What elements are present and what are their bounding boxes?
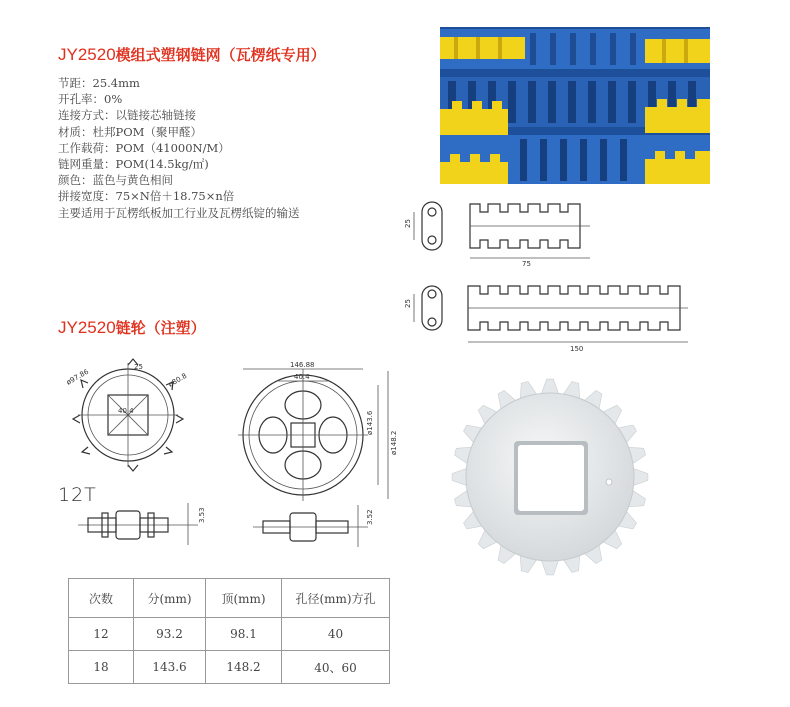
dim-od-18t: 146.88: [290, 361, 315, 369]
large-pitch-dim: 25: [404, 299, 412, 308]
sprocket-drawings: [58, 355, 403, 555]
sprocket-18t-front-view: [238, 361, 398, 501]
cell-tip-diameter: 148.2: [206, 651, 282, 684]
large-module-top-view: [468, 286, 688, 353]
dim-od-12t: ø97.86: [65, 367, 91, 387]
cell-bore: 40: [282, 618, 390, 651]
dim-tip-18t: ø148.2: [390, 430, 398, 455]
dim-width-12t: 3.53: [198, 507, 206, 523]
chain-module-drawings: [400, 190, 710, 360]
table-row: [69, 651, 390, 684]
sprocket-spec-table: [68, 578, 390, 684]
spec-color: 颜色：蓝色与黄色相间: [58, 173, 173, 188]
spec-pitch: 节距：25.4mm: [58, 76, 140, 90]
header-teeth: 次数: [69, 579, 134, 618]
spec-weight: 链网重量：POM(14.5kg/㎡): [58, 157, 209, 172]
sprocket-title: [58, 317, 206, 338]
spec-connection: 连接方式：以链接芯轴链接: [58, 108, 196, 123]
header-bore: 孔径(mm)方孔: [282, 579, 390, 618]
sprocket-title-code: JY2520: [58, 318, 116, 337]
dim-pitch-12t: 25: [134, 363, 143, 371]
cell-pitch-diameter: 143.6: [134, 651, 206, 684]
cell-pitch-diameter: 93.2: [134, 618, 206, 651]
chain-title: [58, 44, 326, 65]
cell-bore: 40、60: [282, 651, 390, 684]
small-width-dim: 75: [522, 260, 531, 268]
small-pitch-dim: 25: [404, 219, 412, 228]
large-module-side-view: [404, 286, 442, 330]
dim-bore-12t: 40.4: [118, 407, 134, 415]
small-module-side-view: [404, 202, 442, 250]
sprocket-title-text: 链轮（注塑）: [115, 320, 206, 337]
table-header-row: [69, 579, 390, 618]
sprocket-18t-side-view: [253, 505, 374, 547]
table-row: [69, 618, 390, 651]
spec-work-load: 工作载荷：POM（41000N/M）: [58, 140, 230, 155]
spec-material: 材质：杜邦POM（聚甲醛）: [58, 124, 202, 139]
dim-width-18t: 3.52: [366, 509, 374, 525]
dim-pd-12t: ø80.8: [167, 371, 189, 389]
chain-title-code: JY2520: [58, 45, 116, 64]
belt-row-1: [440, 29, 710, 69]
dim-bore-18t: 40.4: [294, 373, 310, 381]
spec-application: 主要适用于瓦楞纸板加工行业及瓦楞纸锭的输送: [58, 205, 300, 220]
spec-open-rate: 开孔率：0%: [58, 92, 123, 107]
header-tip-diameter: 顶(mm): [206, 579, 282, 618]
sprocket-12t-side-view: [78, 503, 206, 545]
chain-spec-list: [58, 75, 300, 221]
dim-pd-18t: ø143.6: [366, 410, 374, 435]
cell-teeth: 18: [69, 651, 134, 684]
conveyor-belt-photo: [440, 27, 710, 184]
header-pitch-diameter: 分(mm): [134, 579, 206, 618]
large-width-dim: 150: [570, 345, 584, 353]
spec-width: 拼接宽度：75×N倍＋18.75×n倍: [58, 189, 235, 204]
teeth-count-label: 12T: [58, 484, 97, 506]
sprocket-photo: [450, 377, 650, 577]
cell-tip-diameter: 98.1: [206, 618, 282, 651]
small-module-top-view: [470, 204, 590, 268]
chain-title-text: 模组式塑钢链网（瓦楞纸专用）: [115, 47, 326, 64]
cell-teeth: 12: [69, 618, 134, 651]
belt-row-3: [440, 135, 710, 184]
sprocket-12t-front-view: [65, 359, 188, 471]
